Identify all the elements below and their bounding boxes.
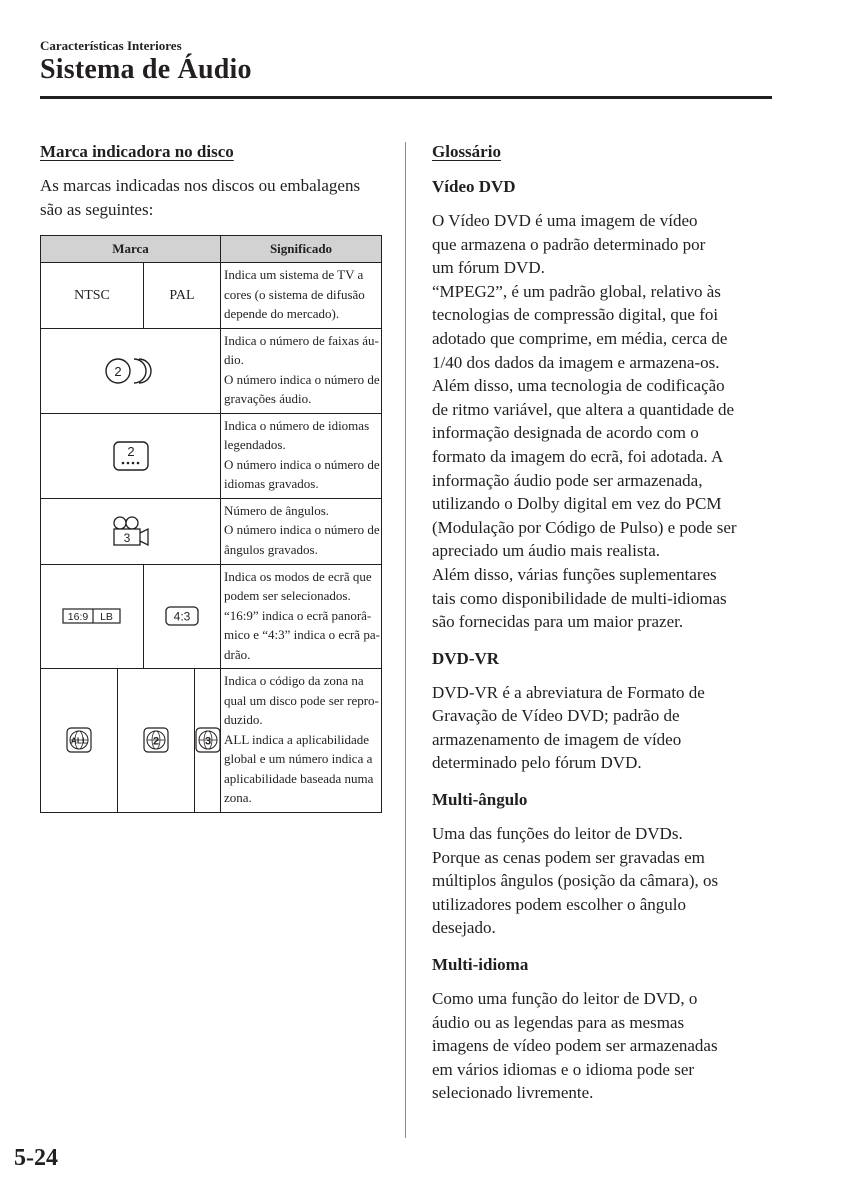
standard-ratio-icon [144, 564, 221, 669]
disc-marks-table [40, 235, 382, 813]
header-significado: Significado [221, 236, 382, 263]
glossary-term: Vídeo DVD [432, 177, 516, 196]
camera-angle-icon [41, 498, 221, 564]
page-title: Sistema de Áudio [40, 54, 252, 85]
glossary-term: DVD-VR [432, 648, 500, 668]
breadcrumb: Características Interiores [40, 38, 182, 53]
glossary-definition: Uma das funções do leitor de DVDs. Porque as cenas podem ser gravadas em múltiplos ângulos (posição da câmara), os utilizadores podem escolher o ângulo desejado. [432, 824, 719, 938]
title-rule [40, 96, 772, 99]
table-row [41, 328, 382, 413]
svg-text:2: 2 [126, 443, 135, 459]
table-row [41, 564, 382, 669]
glossary-definition: O Vídeo DVD é uma imagem de vídeo que armazena o padrão determinado por um fórum DVD. “MPEG2”, é um padrão global, relativo às tecnologias de compressão digital, que foi adotado que comprime, em média, cerca de 1/40 dos dados da imagem e armazena-os. Além disso, uma tecnologia de codificação de ritmo variável, que altera a quantidade de informação designada de acordo com o formato da imagem do ecrã, foi adotada. A informação áudio pode ser armazenada, utilizando o Dolby digital em vez do PCM (Modulação por Código de Pulso) e pode ser apreciado um áudio mais realista. Além disso, várias funções suplementares tais como disponibilidade de multi-idiomas são fornecidas para um maior prazer. [432, 211, 737, 632]
right-column [432, 142, 777, 1105]
glossary-term: Multi-idioma [432, 955, 529, 975]
glossary-definition: Como uma função do leitor de DVD, o áudio ou as legendas para as mesmas imagens de vídeo podem ser armazenadas em vários idiomas e o idioma pode ser selecionado livremente. [432, 989, 718, 1103]
table-row [41, 669, 382, 813]
table-row [41, 413, 382, 498]
svg-text:LB: LB [100, 611, 113, 624]
column-divider [405, 142, 406, 1138]
table-row [41, 263, 382, 329]
mark-pal: PAL [144, 263, 221, 329]
svg-text:16:9: 16:9 [67, 611, 89, 624]
header-marca: Marca [41, 236, 221, 263]
table-row [41, 498, 382, 564]
svg-text:ALL: ALL [70, 735, 88, 746]
mark-ntsc: NTSC [41, 263, 144, 329]
svg-text:4:3: 4:3 [173, 609, 191, 624]
subtitle-icon [41, 413, 221, 498]
globe-region-all-icon [41, 669, 118, 813]
section-heading: Marca indicadora no disco [40, 142, 234, 161]
audio-tracks-icon [41, 328, 221, 413]
svg-text:2: 2 [113, 363, 122, 379]
svg-text:2: 2 [152, 735, 160, 748]
globe-region-2-icon [118, 669, 195, 813]
intro-text: As marcas indicadas nos discos ou embalagens são as seguintes: [40, 176, 361, 219]
meaning-cell: Indica o número de idiomas legendados. O número indica o número de idiomas gravados. [221, 413, 382, 498]
glossary-definition: DVD-VR é a abreviatura de Formato de Gravação de Vídeo DVD; padrão de armazenamento de imagem de vídeo determinado pelo fórum DVD. [432, 682, 705, 773]
table-header-row [41, 236, 382, 263]
svg-text:3: 3 [204, 735, 212, 748]
glossary-heading: Glossário [432, 142, 501, 161]
meaning-cell: Indica um sistema de TV a cores (o sistema de difusão depende do mercado). [221, 263, 382, 329]
glossary-term: Multi-ângulo [432, 790, 528, 810]
meaning-cell: Número de ângulos. O número indica o número de ângulos gravados. [221, 498, 382, 564]
meaning-cell: Indica os modos de ecrã que podem ser selecionados. “16:9” indica o ecrã panorâ- mico e “4:3” indica o ecrã pa- drão. [221, 564, 382, 669]
globe-region-3-icon [195, 669, 221, 813]
meaning-cell: Indica o número de faixas áu- dio. O número indica o número de gravações áudio. [221, 328, 382, 413]
page-number: 5-24 [14, 1145, 58, 1171]
left-column [40, 142, 382, 222]
widescreen-letterbox-icon [41, 564, 144, 669]
svg-text:3: 3 [123, 531, 130, 545]
meaning-cell: Indica o código da zona na qual um disco pode ser repro- duzido. ALL indica a aplicabilidade global e um número indica a aplicabilidade baseada numa zona. [221, 669, 382, 813]
